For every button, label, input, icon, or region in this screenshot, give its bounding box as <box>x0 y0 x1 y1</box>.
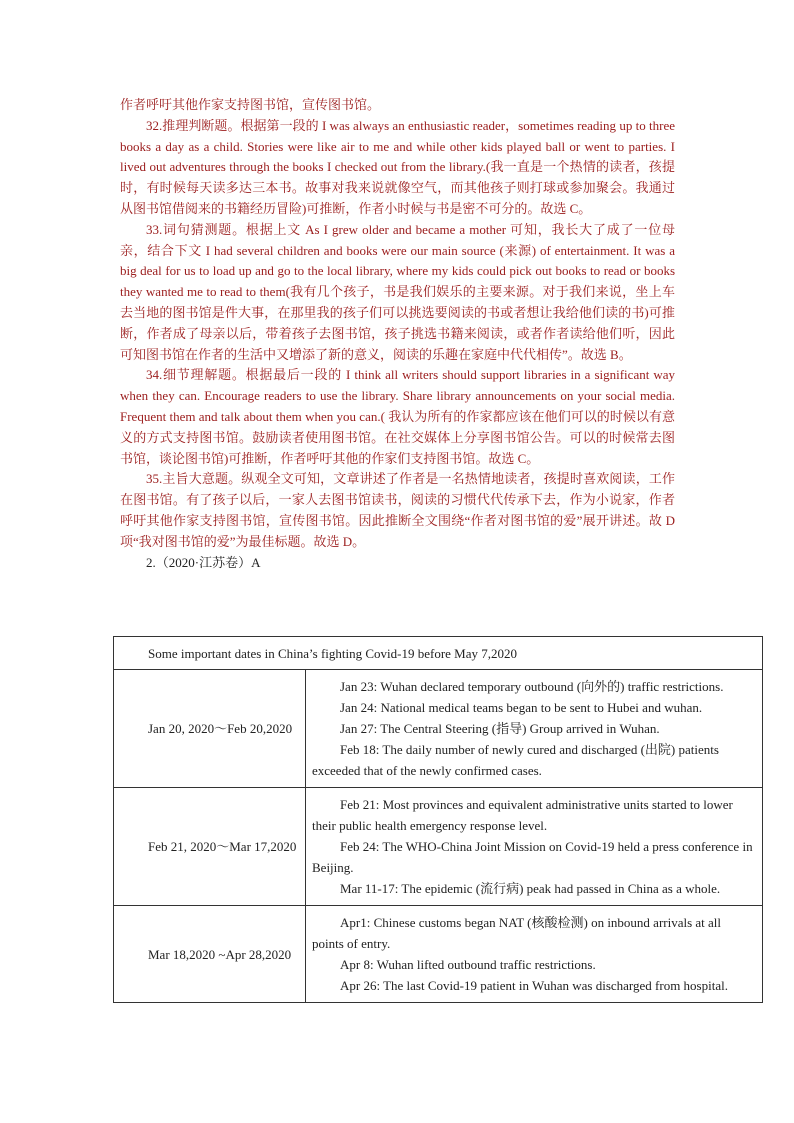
events-cell <box>306 670 763 788</box>
covid-dates-table <box>113 636 763 1003</box>
table-caption-row <box>114 637 763 670</box>
event-item: Jan 23: Wuhan declared temporary outbound (向外的) traffic restrictions. <box>340 679 724 694</box>
event-item: Jan 27: The Central Steering (指导) Group arrived in Wuhan. <box>340 721 660 736</box>
paragraph-q32: 32.推理判断题。根据第一段的 I was always an enthusiastic reader，sometimes reading up to three books a day as a child. Stories were like air to me and while other kids played ball or went to parties. I lived out adventures through the books I checked out from the library.(我一直是一个热情的读者，孩提时，有时候每天读多达三本书。故事对我来说就像空气，而其他孩子则打球或参加聚会。我通过从图书馆借阅来的书籍经历冒险)可推断，作者小时候与书是密不可分的。故选 C。 <box>120 117 675 216</box>
event-item: Mar 11-17: The epidemic (流行病) peak had passed in China as a whole. <box>340 881 721 896</box>
period-cell <box>114 906 306 1003</box>
period-label: Jan 20, 2020～Feb 20,2020 <box>148 721 293 736</box>
table-row <box>114 670 763 788</box>
section-heading: 2.（2020·江苏卷）A <box>146 554 261 570</box>
event-item: Apr 8: Wuhan lifted outbound traffic restrictions. <box>340 957 596 972</box>
table-row <box>114 906 763 1003</box>
paragraph-intro: 作者呼吁其他作家支持图书馆，宣传图书馆。 <box>120 97 381 112</box>
event-item: Jan 24: National medical teams began to be sent to Hubei and wuhan. <box>340 700 703 715</box>
paragraph-q34: 34.细节理解题。根据最后一段的 I think all writers should support libraries in a significant way when they can. Encourage readers to use the library. Share library announcements on your social media. Frequent them and talk about them when you can.( 我认为所有的作家都应该在他们可以的时候以有意义的方式支持图书馆。鼓励读者使用图书馆。在社交媒体上分享图书馆公告。可以的时候常去图书馆，谈论图书馆)可推断，作者呼吁其他的作家们支持图书馆。故选 C。 <box>120 367 675 466</box>
events-cell <box>306 788 763 906</box>
event-item: Feb 24: The WHO-China Joint Mission on Covid-19 held a press conference in Beijing. <box>312 839 753 875</box>
paragraph-q35: 35.主旨大意题。纵观全文可知，文章讲述了作者是一名热情地读者，孩提时喜欢阅读，工作在图书馆。有了孩子以后，一家人去图书馆读书，阅读的习惯代代传承下去，作为小说家，作者呼吁其他作家支持图书馆，宣传图书馆。因此推断全文围绕“作者对图书馆的爱”展开讲述。故 D 项“我对图书馆的爱”为最佳标题。故选 D。 <box>120 471 675 549</box>
table-row <box>114 788 763 906</box>
paragraph-q33: 33.词句猜测题。根据上文 As I grew older and became a mother 可知，我长大了成了一位母亲，结合下文 I had several children and books were our main source (来源) of entertainment. It was a big deal for us to load up and go to the local library, where my kids could pick out books to read or books they wanted me to read to them(我有几个孩子，书是我们娱乐的主要来源。对于我们来说，坐上车去当地的图书馆是件大事，在那里我的孩子们可以挑选要阅读的书或者想让我给他们读的书)可推断，作者成了母亲以后，带着孩子去图书馆，孩子挑选书籍来阅读，或者作者读给他们听，因此可知图书馆在作者的生活中又增添了新的意义，阅读的乐趣在家庭中代代相传”。故选 B。 <box>120 221 675 362</box>
event-item: Apr 26: The last Covid-19 patient in Wuhan was discharged from hospital. <box>340 978 728 993</box>
answer-explanations <box>120 95 675 573</box>
period-label: Mar 18,2020 ~Apr 28,2020 <box>148 946 292 962</box>
period-cell <box>114 788 306 906</box>
events-cell <box>306 906 763 1003</box>
period-cell <box>114 670 306 788</box>
event-item: Apr1: Chinese customs began NAT (核酸检测) on inbound arrivals at all points of entry. <box>312 915 722 951</box>
table-caption: Some important dates in China’s fighting Covid-19 before May 7,2020 <box>114 637 763 670</box>
event-item: Feb 18: The daily number of newly cured and discharged (出院) patients exceeded that of the newly confirmed cases. <box>312 742 719 778</box>
period-label: Feb 21, 2020～Mar 17,2020 <box>148 839 297 854</box>
event-item: Feb 21: Most provinces and equivalent administrative units started to lower their public health emergency response level. <box>312 797 733 833</box>
